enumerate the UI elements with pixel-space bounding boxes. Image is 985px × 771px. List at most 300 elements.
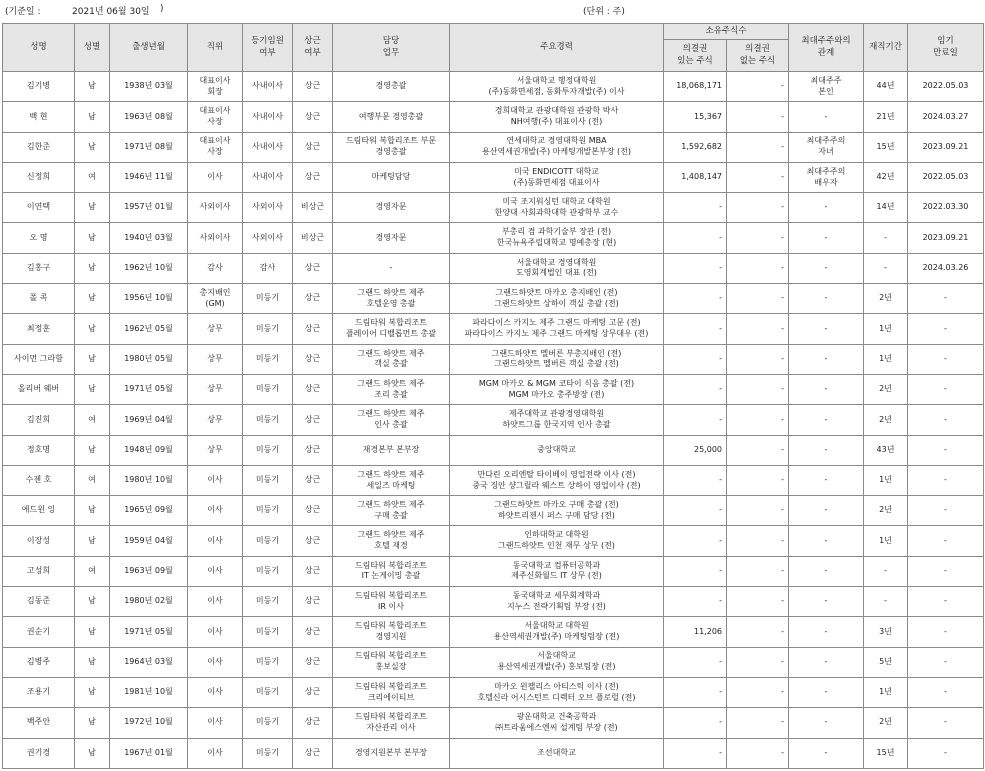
cell-career-line: 용산역세권개발(주) 마케팅팀장 (전) — [493, 631, 620, 641]
cell-term: - — [908, 738, 984, 768]
col-header-position: 직위 — [188, 24, 243, 72]
cell-duty — [333, 738, 450, 768]
cell-position — [188, 617, 243, 647]
cell-tenure: - — [864, 253, 908, 283]
cell-career-line: 지누스 전략기획팀 부장 (전) — [507, 601, 606, 611]
cell-duty — [333, 223, 450, 253]
cell-birth: 1967년 01월 — [110, 738, 188, 768]
col-header-registered: 등기임원 여부 — [243, 24, 293, 72]
cell-career-line: (주)동화면세점 대표이사 — [513, 177, 600, 187]
cell-birth: 1980년 10월 — [110, 465, 188, 495]
cell-name: 김한준 — [3, 132, 75, 162]
cell-tenure: 5년 — [864, 647, 908, 677]
cell-duty-line: 호텔운영 총괄 — [366, 298, 416, 308]
cell-duty-line: 드림타워 복합리조트 — [354, 560, 428, 570]
cell-birth: 1963년 09월 — [110, 556, 188, 586]
cell-registered: 사외이사 — [243, 193, 293, 223]
cell-nonvoting: - — [727, 465, 789, 495]
cell-duty-line: 플레이어 디벨롭먼트 총괄 — [345, 329, 437, 339]
cell-career-line: 파라다이스 카지노 제주 그랜드 마케팅 고문 (전) — [472, 318, 641, 328]
cell-term: 2023.09.21 — [908, 223, 984, 253]
cell-career — [450, 344, 664, 374]
cell-duty-line: 드림타워 복합리조트 — [354, 590, 428, 600]
cell-duty — [333, 284, 450, 314]
table-row — [3, 435, 984, 465]
cell-birth: 1965년 09월 — [110, 496, 188, 526]
cell-gender: 남 — [75, 314, 110, 344]
cell-position — [188, 496, 243, 526]
cell-duty-line: 경영총괄 — [375, 81, 407, 91]
cell-fulltime: 상근 — [293, 132, 333, 162]
cell-gender: 여 — [75, 465, 110, 495]
cell-birth: 1962년 10월 — [110, 253, 188, 283]
cell-registered: 감사 — [243, 253, 293, 283]
cell-career-line: 한양대 사회과학대학 관광학부 교수 — [494, 207, 619, 217]
cell-position-line: 이사 — [207, 717, 223, 727]
cell-nonvoting: - — [727, 314, 789, 344]
cell-tenure: - — [864, 587, 908, 617]
col-header-birth: 출생년월 — [110, 24, 188, 72]
cell-fulltime: 상근 — [293, 617, 333, 647]
cell-term: 2022.03.30 — [908, 193, 984, 223]
cell-position-line: 사외이사 — [199, 202, 231, 212]
cell-term: - — [908, 677, 984, 707]
cell-career — [450, 193, 664, 223]
cell-fulltime: 상근 — [293, 162, 333, 192]
cell-gender: 남 — [75, 102, 110, 132]
cell-position — [188, 465, 243, 495]
cell-relation-line: - — [824, 202, 828, 212]
cell-relation-line: - — [824, 656, 828, 666]
cell-duty — [333, 405, 450, 435]
cell-registered: 미등기 — [243, 587, 293, 617]
cell-duty-line: 마케팅담당 — [371, 172, 411, 182]
cell-position-line: 이사 — [207, 626, 223, 636]
cell-relation — [789, 435, 864, 465]
cell-fulltime: 상근 — [293, 677, 333, 707]
table-row — [3, 526, 984, 556]
cell-fulltime: 비상근 — [293, 223, 333, 253]
cell-position — [188, 253, 243, 283]
table-caption-bar — [0, 0, 985, 20]
cell-career-line: 마카오 윈팰리스 아티스틱 이사 (전) — [494, 681, 619, 691]
cell-position-line: 이사 — [207, 475, 223, 485]
col-header-nonvoting: 의결권 없는 주식 — [727, 40, 789, 72]
cell-career — [450, 435, 664, 465]
cell-career-line: 그랜드하얏트 마카오 구매 총괄 (전) — [494, 500, 619, 509]
cell-career-line: 만다린 오리엔탈 타이베이 영업전략 이사 (전) — [477, 469, 636, 479]
cell-relation-line: - — [824, 384, 828, 394]
col-header-voting: 의결권 있는 주식 — [664, 40, 727, 72]
cell-gender: 남 — [75, 647, 110, 677]
cell-duty-line: 세일즈 마케팅 — [366, 480, 416, 490]
cell-position-line: (GM) — [205, 298, 225, 308]
cell-career-line: 한국뉴욕주립대학교 명예총장 (현) — [496, 238, 617, 248]
cell-tenure: 2년 — [864, 284, 908, 314]
table-row — [3, 132, 984, 162]
cell-duty-line: 드림타워 복합리조트 — [354, 712, 428, 722]
cell-relation-line: - — [824, 626, 828, 636]
cell-name: 최정훈 — [3, 314, 75, 344]
cell-duty — [333, 314, 450, 344]
cell-career-line: 미국 조지워싱턴 대학교 대학원 — [502, 197, 611, 207]
cell-relation — [789, 405, 864, 435]
cell-duty-line: IR 이사 — [378, 601, 404, 611]
table-row — [3, 587, 984, 617]
cell-position — [188, 344, 243, 374]
cell-relation — [789, 708, 864, 738]
cell-birth: 1948년 09월 — [110, 435, 188, 465]
table-row — [3, 193, 984, 223]
cell-nonvoting: - — [727, 193, 789, 223]
cell-voting: - — [664, 708, 727, 738]
cell-tenure: - — [864, 556, 908, 586]
cell-position-line: 이사 — [207, 596, 223, 606]
cell-duty-line: 그랜드 하얏트 제주 — [357, 500, 425, 509]
cell-gender: 남 — [75, 738, 110, 768]
cell-position-line: 사외이사 — [199, 232, 231, 242]
cell-name: 김동준 — [3, 587, 75, 617]
cell-gender: 남 — [75, 526, 110, 556]
cell-tenure: 1년 — [864, 526, 908, 556]
cell-registered: 미등기 — [243, 405, 293, 435]
cell-birth: 1964년 03월 — [110, 647, 188, 677]
cell-position — [188, 374, 243, 404]
cell-registered: 미등기 — [243, 435, 293, 465]
cell-duty-line: 그랜드 하얏트 제주 — [357, 378, 425, 388]
cell-nonvoting: - — [727, 223, 789, 253]
cell-term: 2022.05.03 — [908, 72, 984, 102]
cell-registered: 사내이사 — [243, 162, 293, 192]
cell-career-line: (주)동화면세점, 동화투자개발(주) 이사 — [488, 86, 625, 96]
cell-fulltime: 상근 — [293, 496, 333, 526]
cell-career-line: 그랜드하얏트 멜버른 객실 총괄 (전) — [494, 359, 619, 369]
cell-nonvoting: - — [727, 587, 789, 617]
cell-career-line: 용산역세권개발(주) 홍보팀장 (전) — [497, 662, 616, 672]
cell-career — [450, 556, 664, 586]
cell-registered: 미등기 — [243, 496, 293, 526]
cell-career-line: 서울대학교 행정대학원 — [516, 75, 597, 85]
cell-birth: 1969년 04월 — [110, 405, 188, 435]
cell-position-line: 상무 — [207, 323, 223, 333]
cell-relation-line: - — [824, 111, 828, 121]
cell-career-line: MGM 마카오 & MGM 코타이 식음 총괄 (전) — [478, 378, 635, 388]
cell-registered: 미등기 — [243, 647, 293, 677]
cell-career — [450, 314, 664, 344]
cell-relation — [789, 374, 864, 404]
cell-registered: 미등기 — [243, 284, 293, 314]
cell-fulltime: 상근 — [293, 435, 333, 465]
cell-position — [188, 162, 243, 192]
cell-duty-line: 구매 총괄 — [374, 510, 408, 520]
cell-nonvoting: - — [727, 738, 789, 768]
cell-career — [450, 526, 664, 556]
cell-position-line: 상무 — [207, 384, 223, 394]
cell-birth: 1959년 04월 — [110, 526, 188, 556]
cell-term: - — [908, 465, 984, 495]
cell-duty — [333, 465, 450, 495]
cell-relation — [789, 617, 864, 647]
cell-position — [188, 72, 243, 102]
cell-duty-line: 자산관리 이사 — [366, 722, 416, 732]
cell-career-line: 미국 ENDICOTT 대학교 — [514, 166, 599, 176]
cell-registered: 미등기 — [243, 708, 293, 738]
cell-position-line: 상무 — [207, 353, 223, 363]
cell-tenure: 43년 — [864, 435, 908, 465]
cell-relation-line: - — [824, 263, 828, 273]
cell-duty — [333, 526, 450, 556]
table-row — [3, 102, 984, 132]
cell-voting: - — [664, 556, 727, 586]
cell-term: - — [908, 344, 984, 374]
col-header-duty: 담당 업무 — [333, 24, 450, 72]
cell-name: 정호명 — [3, 435, 75, 465]
cell-career-line: 그랜드하얏트 멜버른 부총지배인 (전) — [491, 348, 622, 358]
cell-relation — [789, 526, 864, 556]
cell-relation-line: - — [824, 535, 828, 545]
cell-duty-line: 조리 총괄 — [374, 389, 408, 399]
cell-registered: 미등기 — [243, 526, 293, 556]
cell-registered: 사내이사 — [243, 132, 293, 162]
table-row — [3, 647, 984, 677]
cell-birth: 1962년 05월 — [110, 314, 188, 344]
cell-name: 이연택 — [3, 193, 75, 223]
cell-career — [450, 162, 664, 192]
executives-table — [2, 23, 984, 769]
cell-nonvoting: - — [727, 253, 789, 283]
cell-term: - — [908, 617, 984, 647]
cell-name: 수젠 호 — [3, 465, 75, 495]
cell-tenure: 42년 — [864, 162, 908, 192]
col-header-tenure: 재직기간 — [864, 24, 908, 72]
cell-relation — [789, 587, 864, 617]
cell-name: 백주안 — [3, 708, 75, 738]
cell-relation-line: 배우자 — [814, 177, 838, 187]
cell-name: 권순기 — [3, 617, 75, 647]
unit-label: (단위 : 주) — [583, 7, 625, 17]
cell-relation — [789, 677, 864, 707]
cell-relation — [789, 647, 864, 677]
cell-career — [450, 405, 664, 435]
table-row — [3, 344, 984, 374]
cell-voting: - — [664, 587, 727, 617]
cell-position — [188, 132, 243, 162]
cell-name: 김기병 — [3, 72, 75, 102]
cell-duty-line: 경영지원 — [375, 631, 407, 641]
cell-career — [450, 72, 664, 102]
cell-relation — [789, 496, 864, 526]
cell-registered: 미등기 — [243, 314, 293, 344]
cell-relation — [789, 102, 864, 132]
cell-gender: 남 — [75, 435, 110, 465]
cell-gender: 여 — [75, 405, 110, 435]
cell-duty — [333, 132, 450, 162]
cell-relation-line: - — [824, 747, 828, 757]
cell-fulltime: 상근 — [293, 72, 333, 102]
cell-nonvoting: - — [727, 435, 789, 465]
cell-voting: - — [664, 405, 727, 435]
cell-voting: 11,206 — [664, 617, 727, 647]
cell-fulltime: 상근 — [293, 314, 333, 344]
cell-fulltime: 상근 — [293, 526, 333, 556]
cell-name: 김홍구 — [3, 253, 75, 283]
cell-career-line: 동국대학교 컴퓨터공학과 — [512, 560, 601, 570]
cell-duty — [333, 556, 450, 586]
cell-term: 2023.09.21 — [908, 132, 984, 162]
cell-duty-line: IT 논게이밍 총괄 — [361, 571, 421, 581]
cell-birth: 1971년 05월 — [110, 374, 188, 404]
cell-gender: 남 — [75, 708, 110, 738]
cell-term: - — [908, 284, 984, 314]
cell-voting: - — [664, 647, 727, 677]
cell-voting: - — [664, 496, 727, 526]
cell-registered: 사내이사 — [243, 102, 293, 132]
cell-voting: - — [664, 193, 727, 223]
cell-birth: 1971년 08월 — [110, 132, 188, 162]
cell-voting: - — [664, 677, 727, 707]
cell-term: - — [908, 405, 984, 435]
cell-relation — [789, 253, 864, 283]
cell-term: - — [908, 587, 984, 617]
cell-position-line: 이사 — [207, 566, 223, 575]
cell-birth: 1938년 03월 — [110, 72, 188, 102]
cell-term: - — [908, 556, 984, 586]
cell-relation-line: - — [824, 596, 828, 606]
cell-birth: 1980년 05월 — [110, 344, 188, 374]
cell-tenure: 2년 — [864, 708, 908, 738]
base-date-value: 2021년 06월 30일 — [72, 7, 150, 17]
cell-duty-line: 그랜드 하얏트 제주 — [357, 530, 425, 540]
cell-duty-line: 호텔 재경 — [374, 541, 408, 551]
cell-relation — [789, 284, 864, 314]
cell-name: 김병주 — [3, 647, 75, 677]
table-body — [3, 72, 984, 769]
cell-career — [450, 253, 664, 283]
cell-career-line: 하얏트그룹 한국지역 인사 총괄 — [502, 419, 611, 429]
cell-gender: 남 — [75, 617, 110, 647]
cell-duty — [333, 344, 450, 374]
cell-fulltime: 상근 — [293, 465, 333, 495]
cell-registered: 미등기 — [243, 556, 293, 586]
cell-tenure: 2년 — [864, 374, 908, 404]
cell-voting: - — [664, 526, 727, 556]
cell-voting: - — [664, 314, 727, 344]
cell-position-line: 이사 — [207, 747, 223, 757]
cell-career-line: 경희대학교 관광대학원 관광학 박사 — [494, 106, 619, 116]
cell-term: - — [908, 435, 984, 465]
cell-gender: 남 — [75, 284, 110, 314]
cell-career — [450, 496, 664, 526]
table-row — [3, 556, 984, 586]
cell-gender: 남 — [75, 253, 110, 283]
cell-relation-line: - — [824, 505, 828, 515]
cell-duty-line: 경영총괄 — [375, 147, 407, 157]
cell-career-line: 제주대학교 관광경영대학원 — [508, 409, 605, 419]
cell-name: 이장성 — [3, 526, 75, 556]
cell-name: 김진희 — [3, 405, 75, 435]
cell-position-line: 사장 — [207, 116, 223, 126]
cell-birth: 1946년 11월 — [110, 162, 188, 192]
cell-relation — [789, 465, 864, 495]
cell-nonvoting: - — [727, 496, 789, 526]
cell-position-line: 감사 — [207, 263, 223, 273]
cell-fulltime: 상근 — [293, 587, 333, 617]
cell-duty-line: 그랜드 하얏트 제주 — [357, 348, 425, 358]
cell-nonvoting: - — [727, 677, 789, 707]
cell-duty-line: 인사 총괄 — [374, 419, 408, 429]
cell-gender: 남 — [75, 132, 110, 162]
cell-birth: 1971년 05월 — [110, 617, 188, 647]
col-header-name: 성명 — [3, 24, 75, 72]
cell-relation-line: 자녀 — [818, 147, 834, 157]
cell-position — [188, 405, 243, 435]
cell-tenure: 1년 — [864, 314, 908, 344]
cell-tenure: 15년 — [864, 738, 908, 768]
cell-duty-line: 크리에이티브 — [367, 692, 415, 702]
cell-name: 고성희 — [3, 556, 75, 586]
cell-position — [188, 738, 243, 768]
cell-career-line: 중앙대학교 — [537, 444, 576, 454]
cell-position — [188, 708, 243, 738]
cell-duty-line: 경영지원본부 본부장 — [354, 747, 428, 757]
cell-tenure: - — [864, 223, 908, 253]
cell-tenure: 1년 — [864, 677, 908, 707]
cell-career-line: 광운대학교 건축공학과 — [516, 712, 597, 722]
cell-relation-line: - — [824, 293, 828, 303]
cell-gender: 남 — [75, 193, 110, 223]
cell-career-line: MGM 마카오 총주방장 (전) — [508, 389, 605, 399]
cell-position — [188, 314, 243, 344]
cell-career-line: NH여행(주) 대표이사 (전) — [510, 116, 603, 126]
cell-term: - — [908, 496, 984, 526]
cell-career-line: ㈜트라움에스엔씨 설계팀 부장 (전) — [495, 722, 618, 732]
cell-nonvoting: - — [727, 162, 789, 192]
cell-relation-line: 최대주주의 — [806, 166, 846, 176]
cell-relation-line: - — [824, 323, 828, 333]
cell-position-line: 이사 — [207, 172, 223, 182]
cell-term: - — [908, 314, 984, 344]
cell-duty-line: 드림타워 복합리조트 — [354, 651, 428, 661]
cell-position — [188, 284, 243, 314]
cell-term: 2024.03.27 — [908, 102, 984, 132]
cell-career-line: 제주신화월드 IT 상무 (전) — [511, 571, 602, 581]
cell-duty-line: 경영자문 — [375, 202, 407, 212]
cell-tenure: 44년 — [864, 72, 908, 102]
cell-career-line: 부총리 겸 과학기술부 장관 (전) — [501, 227, 612, 237]
cell-duty — [333, 708, 450, 738]
cell-relation-line: - — [824, 566, 828, 575]
cell-career — [450, 465, 664, 495]
cell-duty-line: 드림타워 복합리조트 부문 — [345, 136, 437, 146]
cell-term: - — [908, 374, 984, 404]
cell-career-line: 파라다이스 카지노 제주 그랜드 마케팅 상무대우 (전) — [464, 329, 649, 339]
cell-fulltime: 상근 — [293, 374, 333, 404]
cell-relation-line: - — [824, 353, 828, 363]
cell-career-line: 인하대학교 대학원 — [524, 530, 589, 540]
cell-tenure: 14년 — [864, 193, 908, 223]
table-row — [3, 162, 984, 192]
cell-fulltime: 상근 — [293, 253, 333, 283]
table-row — [3, 677, 984, 707]
cell-voting: 1,592,682 — [664, 132, 727, 162]
cell-position-line: 대표이사 — [199, 136, 231, 146]
cell-birth: 1957년 01월 — [110, 193, 188, 223]
cell-registered: 미등기 — [243, 617, 293, 647]
cell-nonvoting: - — [727, 708, 789, 738]
cell-career — [450, 708, 664, 738]
cell-relation — [789, 223, 864, 253]
cell-duty — [333, 435, 450, 465]
